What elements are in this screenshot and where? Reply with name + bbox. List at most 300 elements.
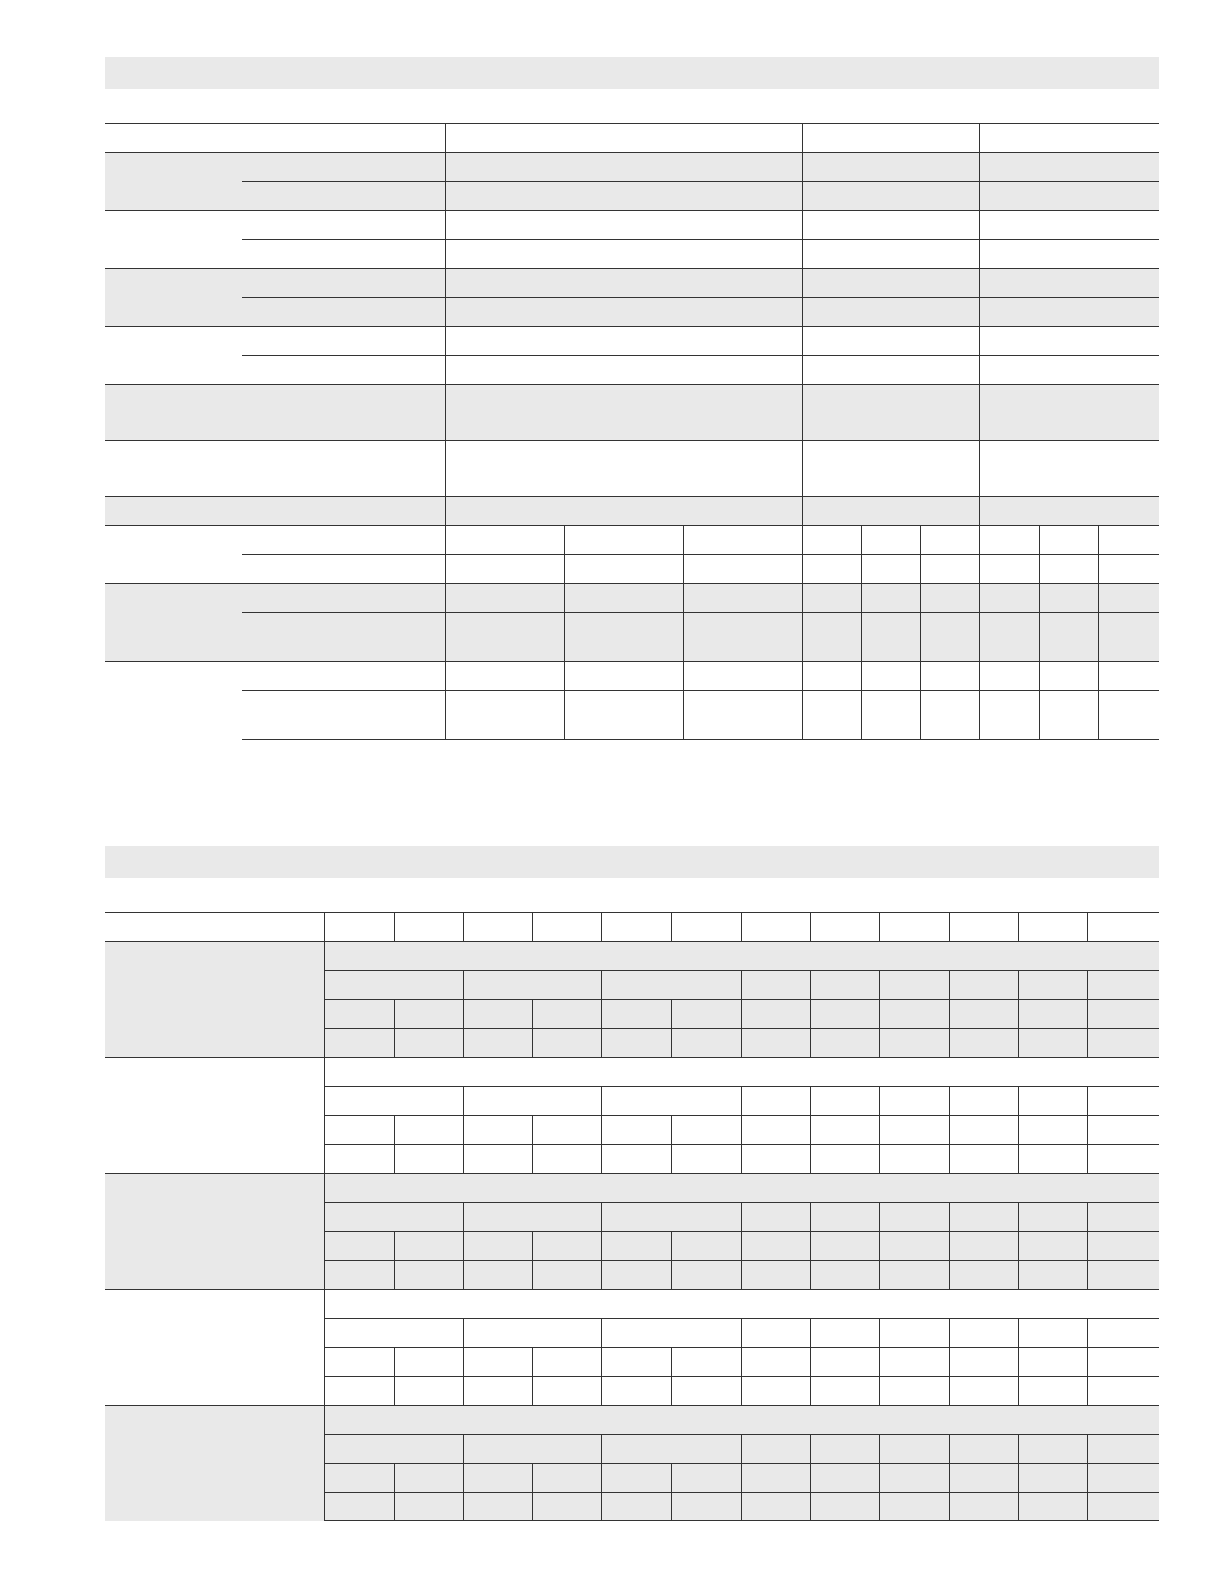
table-cell (325, 1116, 394, 1145)
table-row (105, 526, 1159, 555)
table-cell (979, 240, 1159, 269)
table-cell (920, 584, 979, 613)
table-cell (802, 327, 979, 356)
table-cell (811, 1232, 880, 1261)
table-cell (741, 1319, 810, 1348)
table-row (105, 691, 1159, 740)
row-label (242, 211, 445, 240)
table-cell (533, 1145, 602, 1174)
table-cell (979, 441, 1159, 497)
table-row (105, 584, 1159, 613)
table-cell (811, 1000, 880, 1029)
table-cell (325, 1029, 394, 1058)
table-row (105, 441, 1159, 497)
table-cell (683, 662, 802, 691)
table-cell (325, 1232, 394, 1261)
table-cell (979, 153, 1159, 182)
table-cell (920, 662, 979, 691)
table-row (105, 327, 1159, 356)
table-cell (602, 1377, 671, 1406)
table-cell (325, 1493, 394, 1521)
table-cell (880, 1203, 949, 1232)
table-cell (741, 1435, 810, 1464)
row-group-label (105, 942, 325, 1058)
table-cell (602, 1261, 671, 1290)
table-cell (564, 662, 683, 691)
table-cell (949, 1000, 1018, 1029)
table-cell (602, 1232, 671, 1261)
row-label (242, 662, 445, 691)
table-cell (463, 1348, 532, 1377)
table-cell (741, 1203, 810, 1232)
header-cell (105, 913, 325, 942)
header-cell (671, 913, 741, 942)
table-cell (463, 1203, 602, 1232)
table-cell (463, 1116, 532, 1145)
table-cell (445, 662, 564, 691)
table-cell (463, 1493, 532, 1521)
table-cell (445, 385, 802, 441)
table-cell (880, 1435, 949, 1464)
table-cell (325, 1203, 464, 1232)
table-cell (949, 1087, 1018, 1116)
row-label (242, 269, 445, 298)
table-cell (811, 1493, 880, 1521)
table-cell (1098, 613, 1159, 662)
table-cell (463, 1232, 532, 1261)
row-group-label (105, 327, 242, 385)
table-cell (880, 1029, 949, 1058)
table-cell (671, 1145, 741, 1174)
table-cell (533, 1029, 602, 1058)
table-cell (811, 1203, 880, 1232)
table-cell (802, 356, 979, 385)
table-cell (683, 526, 802, 555)
table-cell (802, 497, 979, 526)
table-cell (949, 1116, 1018, 1145)
table-cell (602, 1000, 671, 1029)
table-cell (880, 1319, 949, 1348)
row-group-label (105, 269, 242, 327)
table-cell (811, 1319, 880, 1348)
header-cell (741, 913, 810, 942)
table-cell (445, 555, 564, 584)
table-cell (394, 1232, 463, 1261)
table-cell (811, 1435, 880, 1464)
table-row (105, 1290, 1159, 1319)
table-cell (741, 1232, 810, 1261)
table-cell (671, 1261, 741, 1290)
table-cell (802, 269, 979, 298)
table-cell (1098, 526, 1159, 555)
table-cell (1039, 613, 1098, 662)
table-cell (564, 526, 683, 555)
specifications-table (105, 123, 1159, 740)
table-cell (671, 1029, 741, 1058)
table-cell (445, 356, 802, 385)
row-group-label (105, 1290, 325, 1406)
table-cell (564, 584, 683, 613)
table-cell (861, 526, 920, 555)
table-cell (394, 1464, 463, 1493)
table-cell (880, 1348, 949, 1377)
row-label (105, 441, 445, 497)
table-row (105, 1406, 1159, 1435)
table-cell (802, 182, 979, 211)
header-cell (1088, 913, 1159, 942)
table-cell (979, 182, 1159, 211)
table-cell (979, 613, 1039, 662)
table-cell (325, 1290, 1159, 1319)
table-cell (920, 691, 979, 740)
table-cell (533, 1464, 602, 1493)
table-cell (325, 1261, 394, 1290)
table-cell (445, 211, 802, 240)
table-cell (811, 1145, 880, 1174)
table-cell (1039, 584, 1098, 613)
table-cell (880, 1261, 949, 1290)
table-cell (1039, 555, 1098, 584)
table-cell (683, 584, 802, 613)
table-cell (1088, 971, 1159, 1000)
table-cell (533, 1116, 602, 1145)
table-cell (741, 1000, 810, 1029)
table-row (105, 269, 1159, 298)
table-cell (1018, 1377, 1087, 1406)
table-cell (1088, 1145, 1159, 1174)
table-cell (1098, 584, 1159, 613)
table-cell (533, 1232, 602, 1261)
table-cell (463, 1145, 532, 1174)
table-cell (1018, 1464, 1087, 1493)
table-cell (325, 1319, 464, 1348)
table-cell (463, 1087, 602, 1116)
table-cell (741, 1116, 810, 1145)
table-cell (880, 1377, 949, 1406)
table-cell (463, 971, 602, 1000)
row-label (105, 497, 445, 526)
table-cell (1088, 1203, 1159, 1232)
table-cell (949, 1145, 1018, 1174)
table-cell (880, 971, 949, 1000)
table-cell (1088, 1377, 1159, 1406)
table-cell (811, 1377, 880, 1406)
table-cell (920, 555, 979, 584)
row-group-label (105, 211, 242, 269)
table-cell (979, 691, 1039, 740)
row-label (242, 240, 445, 269)
table-cell (802, 298, 979, 327)
table-cell (1039, 526, 1098, 555)
table-cell (445, 269, 802, 298)
table-cell (1088, 1319, 1159, 1348)
table-cell (394, 1261, 463, 1290)
table-cell (1088, 1348, 1159, 1377)
table-cell (802, 584, 861, 613)
table-cell (325, 1087, 464, 1116)
header-cell (811, 913, 880, 942)
table-cell (325, 1464, 394, 1493)
table-cell (949, 1029, 1018, 1058)
table-cell (811, 1029, 880, 1058)
table-row (105, 497, 1159, 526)
table-cell (602, 1203, 742, 1232)
row-group-label (105, 1058, 325, 1174)
table-cell (949, 1493, 1018, 1521)
table-cell (463, 1319, 602, 1348)
table-cell (1018, 1232, 1087, 1261)
table-cell (1018, 1000, 1087, 1029)
table-cell (811, 1087, 880, 1116)
table-cell (802, 555, 861, 584)
table-row (105, 182, 1159, 211)
table-cell (394, 1377, 463, 1406)
table-cell (979, 269, 1159, 298)
table-cell (463, 1029, 532, 1058)
table-cell (1088, 1029, 1159, 1058)
table-cell (394, 1000, 463, 1029)
table-cell (949, 1319, 1018, 1348)
table-cell (741, 1464, 810, 1493)
table-cell (979, 327, 1159, 356)
table-cell (1018, 1348, 1087, 1377)
row-label (242, 327, 445, 356)
table-cell (602, 971, 742, 1000)
table-row (105, 613, 1159, 662)
table-cell (533, 1493, 602, 1521)
table-cell (325, 1406, 1159, 1435)
table-cell (671, 1116, 741, 1145)
table-cell (445, 613, 564, 662)
table-cell (979, 298, 1159, 327)
table-cell (325, 1377, 394, 1406)
table-cell (671, 1348, 741, 1377)
table-cell (445, 153, 802, 182)
table-cell (683, 613, 802, 662)
table-cell (811, 1348, 880, 1377)
table-cell (445, 584, 564, 613)
table-cell (741, 1493, 810, 1521)
table-cell (979, 211, 1159, 240)
table-row (105, 153, 1159, 182)
table-cell (741, 1029, 810, 1058)
table-cell (683, 555, 802, 584)
row-label (242, 182, 445, 211)
table-cell (811, 1116, 880, 1145)
header-cell (602, 913, 671, 942)
table-row (105, 942, 1159, 971)
header-cell (394, 913, 463, 942)
table-cell (880, 1493, 949, 1521)
table-cell (445, 441, 802, 497)
table-cell (394, 1116, 463, 1145)
header-cell (949, 913, 1018, 942)
table-cell (861, 613, 920, 662)
table-cell (325, 1174, 1159, 1203)
table-cell (325, 1058, 1159, 1087)
table-row (105, 385, 1159, 441)
table-cell (949, 1203, 1018, 1232)
table-cell (802, 153, 979, 182)
table-cell (394, 1145, 463, 1174)
table-cell (802, 240, 979, 269)
table-cell (741, 971, 810, 1000)
table-cell (802, 613, 861, 662)
table-cell (394, 1029, 463, 1058)
table-cell (325, 971, 464, 1000)
row-label (242, 584, 445, 613)
row-label (105, 385, 445, 441)
row-group-label (105, 153, 242, 211)
table-cell (1018, 1029, 1087, 1058)
table-cell (802, 662, 861, 691)
table-cell (880, 1000, 949, 1029)
header-cell (463, 913, 532, 942)
table-cell (671, 1493, 741, 1521)
table-cell (445, 240, 802, 269)
table-cell (741, 1348, 810, 1377)
table-cell (564, 691, 683, 740)
ratings-table (105, 912, 1159, 1521)
table-cell (880, 1464, 949, 1493)
table-cell (1018, 1116, 1087, 1145)
table-cell (1088, 1464, 1159, 1493)
table-cell (979, 385, 1159, 441)
row-group-label (105, 584, 242, 662)
table-cell (1018, 1145, 1087, 1174)
table-cell (861, 691, 920, 740)
table-cell (949, 971, 1018, 1000)
row-label (242, 153, 445, 182)
header-cell (880, 913, 949, 942)
table-cell (920, 526, 979, 555)
table-cell (445, 327, 802, 356)
table-cell (741, 1087, 810, 1116)
header-cell (802, 124, 979, 153)
table-cell (1098, 555, 1159, 584)
table-cell (1018, 1319, 1087, 1348)
table-cell (602, 1464, 671, 1493)
table-cell (1088, 1087, 1159, 1116)
table-cell (1039, 662, 1098, 691)
table-cell (979, 662, 1039, 691)
table-cell (861, 584, 920, 613)
row-group-label (105, 1406, 325, 1521)
table-cell (1018, 971, 1087, 1000)
table-cell (445, 497, 802, 526)
table-cell (861, 555, 920, 584)
row-label (242, 356, 445, 385)
table-row (105, 298, 1159, 327)
table-cell (1088, 1116, 1159, 1145)
table-cell (1088, 1000, 1159, 1029)
table-cell (445, 526, 564, 555)
table-cell (602, 1029, 671, 1058)
table-cell (463, 1435, 602, 1464)
table-cell (602, 1435, 742, 1464)
row-label (242, 691, 445, 740)
header-cell (1018, 913, 1087, 942)
table-cell (949, 1348, 1018, 1377)
table-cell (1088, 1435, 1159, 1464)
table-cell (1088, 1261, 1159, 1290)
table-cell (802, 526, 861, 555)
table-cell (463, 1000, 532, 1029)
table-cell (811, 971, 880, 1000)
table-row (105, 211, 1159, 240)
table-cell (325, 1000, 394, 1029)
table-cell (445, 298, 802, 327)
table-header-row (105, 913, 1159, 942)
table-cell (979, 497, 1159, 526)
row-group-label (105, 526, 242, 584)
table-cell (979, 526, 1039, 555)
section-header-bar (105, 57, 1159, 89)
table-row (105, 240, 1159, 269)
table-cell (671, 1000, 741, 1029)
table-cell (811, 1464, 880, 1493)
table-cell (671, 1464, 741, 1493)
row-label (242, 298, 445, 327)
table-cell (602, 1348, 671, 1377)
table-cell (602, 1145, 671, 1174)
table-cell (880, 1116, 949, 1145)
table-cell (1039, 691, 1098, 740)
table-cell (533, 1377, 602, 1406)
table-cell (671, 1232, 741, 1261)
table-cell (1018, 1261, 1087, 1290)
table-cell (394, 1348, 463, 1377)
row-label (242, 613, 445, 662)
table-cell (1088, 1493, 1159, 1521)
table-cell (741, 1261, 810, 1290)
table-cell (533, 1261, 602, 1290)
table-cell (463, 1377, 532, 1406)
header-cell (325, 913, 394, 942)
table-cell (949, 1261, 1018, 1290)
table-row (105, 555, 1159, 584)
table-cell (1098, 662, 1159, 691)
table-cell (602, 1087, 742, 1116)
table-cell (533, 1000, 602, 1029)
table-row (105, 1174, 1159, 1203)
table-cell (325, 942, 1159, 971)
table-cell (325, 1435, 464, 1464)
table-cell (811, 1261, 880, 1290)
row-group-label (105, 1174, 325, 1290)
table-cell (880, 1232, 949, 1261)
table-cell (741, 1377, 810, 1406)
table-cell (1018, 1203, 1087, 1232)
row-group-label (105, 662, 242, 740)
table-cell (602, 1493, 671, 1521)
table-cell (920, 613, 979, 662)
table-cell (445, 182, 802, 211)
table-cell (949, 1232, 1018, 1261)
table-cell (802, 211, 979, 240)
table-cell (394, 1493, 463, 1521)
row-label (242, 526, 445, 555)
table-cell (564, 613, 683, 662)
table-cell (979, 356, 1159, 385)
table-cell (979, 555, 1039, 584)
header-cell (979, 124, 1159, 153)
table-cell (564, 555, 683, 584)
table-cell (683, 691, 802, 740)
row-label (242, 555, 445, 584)
table-header-row (105, 124, 1159, 153)
table-cell (802, 385, 979, 441)
